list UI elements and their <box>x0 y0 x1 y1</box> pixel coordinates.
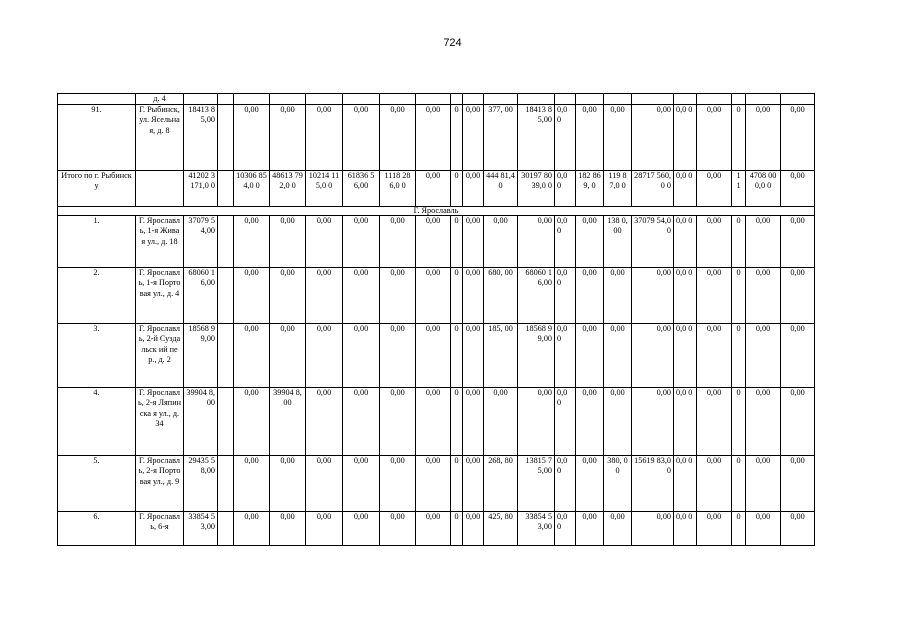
value-cell: 0 <box>451 105 463 171</box>
value-cell: 0 <box>732 324 746 388</box>
value-cell: 0,00 <box>746 512 781 546</box>
value-cell: 0,00 <box>380 512 416 546</box>
value-cell: 0,0 0 <box>674 171 697 207</box>
value-cell: 377, 00 <box>484 105 518 171</box>
value-cell: 41202 3171,0 0 <box>184 171 218 207</box>
table-row <box>58 512 815 546</box>
value-cell: 0,00 <box>306 512 343 546</box>
value-cell: 0,0 0 <box>674 512 697 546</box>
value-cell <box>218 105 234 171</box>
value-cell <box>270 94 306 105</box>
value-cell: 0,0 0 <box>555 324 576 388</box>
value-cell <box>674 94 697 105</box>
value-cell: 0,00 <box>463 216 484 268</box>
value-cell: 29435 58,00 <box>184 456 218 512</box>
value-cell: 0,00 <box>234 512 270 546</box>
row-number-cell: 3. <box>58 324 136 388</box>
value-cell: 0,00 <box>697 216 732 268</box>
address-cell: Г. Ярославл ь, 2-я Портовая ул., д. 9 <box>136 456 184 512</box>
value-cell: 0,00 <box>463 388 484 456</box>
value-cell: 0,00 <box>604 324 632 388</box>
value-cell: 0 <box>451 216 463 268</box>
value-cell: 0,00 <box>781 216 815 268</box>
value-cell: 0,00 <box>576 388 604 456</box>
row-number-cell: 91. <box>58 105 136 171</box>
row-number-cell: 2. <box>58 268 136 324</box>
value-cell <box>604 94 632 105</box>
value-cell: 0,0 0 <box>674 324 697 388</box>
row-number-cell: 5. <box>58 456 136 512</box>
value-cell <box>218 456 234 512</box>
value-cell: 0,00 <box>576 324 604 388</box>
value-cell: 0 <box>732 512 746 546</box>
value-cell <box>576 94 604 105</box>
value-cell: 0,00 <box>746 456 781 512</box>
value-cell <box>380 94 416 105</box>
value-cell: 0,00 <box>463 105 484 171</box>
value-cell: 0,00 <box>746 216 781 268</box>
address-cell: Г. Ярославл ь, 2-й Суздальск ий пер., д. 2 <box>136 324 184 388</box>
value-cell: 1118 286,0 0 <box>380 171 416 207</box>
value-cell: 0,00 <box>604 105 632 171</box>
value-cell: 380, 00 <box>604 456 632 512</box>
value-cell <box>306 94 343 105</box>
value-cell: 0,00 <box>234 324 270 388</box>
row-number-cell: 6. <box>58 512 136 546</box>
value-cell: 185, 00 <box>484 324 518 388</box>
table-row <box>58 456 815 512</box>
table-row <box>58 388 815 456</box>
value-cell: 0 <box>451 324 463 388</box>
value-cell: 0,0 0 <box>674 456 697 512</box>
value-cell: 0,00 <box>632 268 674 324</box>
value-cell: 0,0 0 <box>555 512 576 546</box>
table-row <box>58 324 815 388</box>
value-cell: 138 0,00 <box>604 216 632 268</box>
section-header-row <box>58 207 815 216</box>
value-cell: 119 87,0 0 <box>604 171 632 207</box>
address-cell: Г. Ярославл ь, 6-я <box>136 512 184 546</box>
value-cell: 0 <box>732 388 746 456</box>
value-cell: 4708 000,0 0 <box>746 171 781 207</box>
value-cell <box>697 94 732 105</box>
value-cell: 182 869, 0 <box>576 171 604 207</box>
value-cell: 0,00 <box>576 268 604 324</box>
value-cell: 0,00 <box>781 388 815 456</box>
value-cell: 18568 99,00 <box>184 324 218 388</box>
value-cell <box>416 94 451 105</box>
value-cell: 444 81,4 0 <box>484 171 518 207</box>
value-cell: 0,00 <box>697 105 732 171</box>
value-cell: 0,00 <box>484 388 518 456</box>
value-cell <box>463 94 484 105</box>
address-cell: Г. Ярославл ь, 1-я Портовая ул., д. 4 <box>136 268 184 324</box>
value-cell <box>746 94 781 105</box>
value-cell: 33854 53,00 <box>518 512 555 546</box>
value-cell: 0,00 <box>604 512 632 546</box>
value-cell: 0,00 <box>746 105 781 171</box>
value-cell: 0,00 <box>781 268 815 324</box>
value-cell <box>218 324 234 388</box>
value-cell: 0,00 <box>632 324 674 388</box>
value-cell: 0,00 <box>518 216 555 268</box>
value-cell: 30197 8039,0 0 <box>518 171 555 207</box>
value-cell: 0,0 0 <box>674 268 697 324</box>
value-cell: 0,00 <box>604 388 632 456</box>
row-number-cell: 4. <box>58 388 136 456</box>
value-cell: 48613 792,0 0 <box>270 171 306 207</box>
table-row <box>58 268 815 324</box>
value-cell: 0,00 <box>380 388 416 456</box>
value-cell: 0,0 0 <box>555 216 576 268</box>
value-cell <box>218 268 234 324</box>
value-cell <box>555 94 576 105</box>
value-cell: 0,00 <box>234 105 270 171</box>
value-cell: 0,00 <box>781 456 815 512</box>
table-row <box>58 216 815 268</box>
value-cell: 10306 854,0 0 <box>234 171 270 207</box>
row-number-cell: 1. <box>58 216 136 268</box>
value-cell <box>343 94 380 105</box>
address-cell <box>136 171 184 207</box>
value-cell: 0,00 <box>484 216 518 268</box>
value-cell: 0,00 <box>306 324 343 388</box>
value-cell: 0,0 0 <box>674 105 697 171</box>
value-cell: 0,00 <box>416 268 451 324</box>
value-cell: 0,00 <box>697 268 732 324</box>
value-cell: 0 <box>732 105 746 171</box>
value-cell: 18413 85,00 <box>518 105 555 171</box>
value-cell: 0,00 <box>604 268 632 324</box>
value-cell: 0 <box>451 171 463 207</box>
value-cell: 10214 115,0 0 <box>306 171 343 207</box>
value-cell: 0,00 <box>306 216 343 268</box>
value-cell: 18413 85,00 <box>184 105 218 171</box>
value-cell: 0,00 <box>380 268 416 324</box>
value-cell: 37079 54,00 <box>632 216 674 268</box>
value-cell: 0,00 <box>697 388 732 456</box>
row-number-cell: Итого по г. Рыбинску <box>58 171 136 207</box>
value-cell: 0,00 <box>416 456 451 512</box>
value-cell: 0,00 <box>416 512 451 546</box>
value-cell <box>632 94 674 105</box>
value-cell: 13815 75,00 <box>518 456 555 512</box>
value-cell <box>218 216 234 268</box>
value-cell: 39904 8,00 <box>270 388 306 456</box>
value-cell: 0 <box>451 268 463 324</box>
value-cell: 0,00 <box>343 512 380 546</box>
value-cell <box>518 94 555 105</box>
value-cell: 0,00 <box>270 105 306 171</box>
address-cell: Г. Ярославл ь, 1-я Живая ул., д. 18 <box>136 216 184 268</box>
value-cell: 0,00 <box>746 324 781 388</box>
value-cell: 0,00 <box>270 268 306 324</box>
value-cell: 0,00 <box>746 268 781 324</box>
value-cell: 0,00 <box>234 388 270 456</box>
value-cell: 0,00 <box>343 216 380 268</box>
row-number-cell <box>58 94 136 105</box>
value-cell <box>234 94 270 105</box>
value-cell: 0,00 <box>270 324 306 388</box>
value-cell: 0,00 <box>270 456 306 512</box>
value-cell: 0,0 0 <box>555 268 576 324</box>
value-cell: 0,00 <box>343 324 380 388</box>
value-cell: 0,00 <box>781 512 815 546</box>
value-cell: 0,00 <box>463 171 484 207</box>
value-cell: 0,00 <box>380 105 416 171</box>
value-cell <box>218 171 234 207</box>
table-row <box>58 105 815 171</box>
value-cell <box>218 94 234 105</box>
value-cell: 0 <box>451 512 463 546</box>
value-cell: 0,00 <box>343 456 380 512</box>
value-cell: 0,00 <box>416 171 451 207</box>
value-cell: 0,00 <box>306 388 343 456</box>
value-cell: 0,0 0 <box>674 216 697 268</box>
value-cell: 37079 54,00 <box>184 216 218 268</box>
value-cell: 268, 80 <box>484 456 518 512</box>
value-cell: 0,0 0 <box>555 171 576 207</box>
value-cell: 0,00 <box>343 388 380 456</box>
value-cell: 0,00 <box>781 171 815 207</box>
value-cell: 0,00 <box>632 512 674 546</box>
value-cell: 0,00 <box>234 216 270 268</box>
value-cell: 0,0 0 <box>555 456 576 512</box>
value-cell: 0,00 <box>380 324 416 388</box>
value-cell: 0 <box>451 456 463 512</box>
value-cell: 0,00 <box>416 324 451 388</box>
value-cell: 0,00 <box>746 388 781 456</box>
value-cell: 0,0 0 <box>674 388 697 456</box>
value-cell <box>218 512 234 546</box>
value-cell: 1 1 <box>732 171 746 207</box>
value-cell <box>218 388 234 456</box>
value-cell: 0,00 <box>380 456 416 512</box>
value-cell: 0,00 <box>518 388 555 456</box>
value-cell: 0,00 <box>416 216 451 268</box>
value-cell <box>781 94 815 105</box>
value-cell: 425, 80 <box>484 512 518 546</box>
value-cell: 18568 99,00 <box>518 324 555 388</box>
value-cell: 0,00 <box>576 456 604 512</box>
value-cell: 0,00 <box>416 105 451 171</box>
value-cell: 0,00 <box>463 268 484 324</box>
address-cell: Г. Ярославл ь, 2-я Ляпинска я ул., д. 34 <box>136 388 184 456</box>
value-cell: 0,00 <box>306 456 343 512</box>
value-cell: 0,00 <box>234 456 270 512</box>
value-cell: 0,00 <box>781 105 815 171</box>
value-cell: 0,00 <box>234 268 270 324</box>
table-row-fragment <box>58 94 815 105</box>
value-cell: 680, 00 <box>484 268 518 324</box>
value-cell: 68060 16,00 <box>184 268 218 324</box>
value-cell: 0 <box>732 216 746 268</box>
value-cell: 0 <box>451 388 463 456</box>
value-cell: 0,00 <box>632 388 674 456</box>
value-cell: 28717 560,0 0 <box>632 171 674 207</box>
value-cell: 0,00 <box>576 512 604 546</box>
value-cell: 0,00 <box>343 268 380 324</box>
value-cell: 0,00 <box>576 105 604 171</box>
value-cell: 0,00 <box>463 324 484 388</box>
address-cell: д. 4 <box>136 94 184 105</box>
value-cell: 0,00 <box>306 268 343 324</box>
value-cell: 0,00 <box>697 324 732 388</box>
value-cell: 0 <box>732 456 746 512</box>
page-number: 724 <box>443 37 462 49</box>
value-cell: 0,00 <box>306 105 343 171</box>
value-cell: 0,00 <box>270 512 306 546</box>
value-cell <box>732 94 746 105</box>
value-cell: 0,00 <box>416 388 451 456</box>
value-cell: 0,00 <box>380 216 416 268</box>
value-cell: 0,00 <box>697 512 732 546</box>
value-cell: 61836 56,00 <box>343 171 380 207</box>
value-cell: 39904 8,00 <box>184 388 218 456</box>
value-cell: 0,00 <box>463 512 484 546</box>
value-cell: 0,00 <box>270 216 306 268</box>
value-cell: 0,00 <box>697 456 732 512</box>
address-cell: Г. Рыбинск, ул. Ясельная, д. 8 <box>136 105 184 171</box>
value-cell <box>184 94 218 105</box>
value-cell: 68060 16,00 <box>518 268 555 324</box>
register-table <box>57 93 815 546</box>
value-cell: 0,00 <box>343 105 380 171</box>
value-cell: 0,0 0 <box>555 105 576 171</box>
value-cell: 0 <box>732 268 746 324</box>
table-row <box>58 171 815 207</box>
value-cell <box>484 94 518 105</box>
value-cell: 0,00 <box>463 456 484 512</box>
value-cell: 0,00 <box>576 216 604 268</box>
value-cell: 0,00 <box>697 171 732 207</box>
value-cell <box>451 94 463 105</box>
value-cell: 0,0 0 <box>555 388 576 456</box>
value-cell: 33854 53,00 <box>184 512 218 546</box>
value-cell: 15619 83,00 <box>632 456 674 512</box>
value-cell: 0,00 <box>632 105 674 171</box>
value-cell: 0,00 <box>781 324 815 388</box>
section-title: Г. Ярославль <box>58 207 815 216</box>
